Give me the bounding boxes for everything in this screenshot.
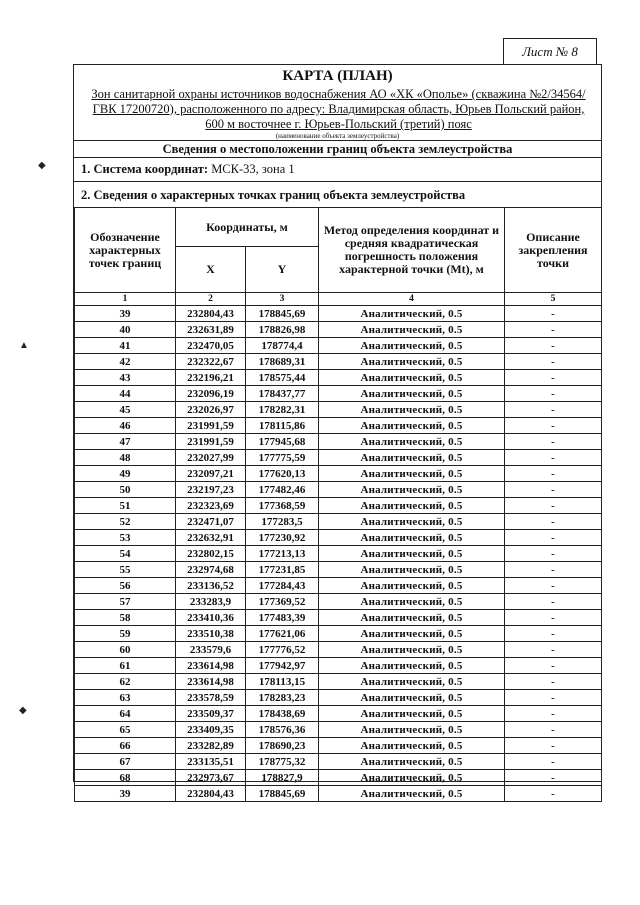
- description-cell: -: [505, 626, 602, 642]
- column-number: 2: [176, 293, 246, 306]
- coord-x-cell: 231991,59: [176, 434, 246, 450]
- document-frame: [73, 64, 602, 800]
- coord-x-cell: 232027,99: [176, 450, 246, 466]
- method-cell: Аналитический, 0.5: [319, 738, 505, 754]
- coordinate-system-label: 1. Система координат:: [81, 162, 209, 176]
- punch-hole-mark: ▲: [19, 340, 29, 351]
- coord-y-cell: 177776,52: [246, 642, 319, 658]
- table-row: [75, 738, 602, 754]
- table-row: [75, 386, 602, 402]
- method-cell: Аналитический, 0.5: [319, 786, 505, 802]
- table-row: [75, 674, 602, 690]
- coord-x-cell: 232471,07: [176, 514, 246, 530]
- table-row: [75, 482, 602, 498]
- table-body: [75, 306, 602, 802]
- coord-x-cell: 232802,15: [176, 546, 246, 562]
- description-cell: -: [505, 402, 602, 418]
- description-cell: -: [505, 482, 602, 498]
- point-number-cell: 60: [75, 642, 176, 658]
- header-y: Y: [246, 247, 319, 293]
- header-designation: Обозначение характерных точек границ: [75, 208, 176, 293]
- method-cell: Аналитический, 0.5: [319, 722, 505, 738]
- table-row: [75, 626, 602, 642]
- coord-y-cell: 178438,69: [246, 706, 319, 722]
- coord-y-cell: 177945,68: [246, 434, 319, 450]
- table-row: [75, 722, 602, 738]
- header-description: Описание закрепления точки: [505, 208, 602, 293]
- description-cell: -: [505, 450, 602, 466]
- method-cell: Аналитический, 0.5: [319, 306, 505, 322]
- description-cell: -: [505, 738, 602, 754]
- method-cell: Аналитический, 0.5: [319, 482, 505, 498]
- coordinate-system: [81, 162, 295, 177]
- description-cell: -: [505, 418, 602, 434]
- table-row: [75, 706, 602, 722]
- table-row: [75, 370, 602, 386]
- coord-x-cell: 232631,89: [176, 322, 246, 338]
- coord-y-cell: 178575,44: [246, 370, 319, 386]
- coord-x-cell: 232197,23: [176, 482, 246, 498]
- coord-x-cell: 232322,67: [176, 354, 246, 370]
- coord-x-cell: 232973,67: [176, 770, 246, 786]
- method-cell: Аналитический, 0.5: [319, 706, 505, 722]
- coord-y-cell: 177283,5: [246, 514, 319, 530]
- point-number-cell: 63: [75, 690, 176, 706]
- point-number-cell: 39: [75, 306, 176, 322]
- table-row: [75, 418, 602, 434]
- description-cell: -: [505, 386, 602, 402]
- point-number-cell: 46: [75, 418, 176, 434]
- method-cell: Аналитический, 0.5: [319, 626, 505, 642]
- coord-y-cell: 177230,92: [246, 530, 319, 546]
- method-cell: Аналитический, 0.5: [319, 562, 505, 578]
- header-method: Метод определения координат и средняя квадратическая погрешность положения характерной точки (Mt), м: [319, 208, 505, 293]
- method-cell: Аналитический, 0.5: [319, 546, 505, 562]
- point-number-cell: 41: [75, 338, 176, 354]
- boundary-points-table: [74, 207, 602, 802]
- point-number-cell: 66: [75, 738, 176, 754]
- divider: [74, 181, 601, 182]
- column-number: 5: [505, 293, 602, 306]
- coord-y-cell: 178437,77: [246, 386, 319, 402]
- description-cell: -: [505, 322, 602, 338]
- coord-y-cell: 177483,39: [246, 610, 319, 626]
- description-cell: -: [505, 674, 602, 690]
- method-cell: Аналитический, 0.5: [319, 370, 505, 386]
- method-cell: Аналитический, 0.5: [319, 514, 505, 530]
- coord-x-cell: 233410,36: [176, 610, 246, 626]
- coord-x-cell: 233136,52: [176, 578, 246, 594]
- coord-y-cell: 177942,97: [246, 658, 319, 674]
- method-cell: Аналитический, 0.5: [319, 466, 505, 482]
- document-title: КАРТА (ПЛАН): [282, 68, 393, 84]
- method-cell: Аналитический, 0.5: [319, 594, 505, 610]
- coord-y-cell: 178690,23: [246, 738, 319, 754]
- divider: [74, 140, 601, 141]
- coord-y-cell: 178845,69: [246, 306, 319, 322]
- coord-x-cell: 232804,43: [176, 306, 246, 322]
- point-number-cell: 64: [75, 706, 176, 722]
- table-row: [75, 770, 602, 786]
- method-cell: Аналитический, 0.5: [319, 402, 505, 418]
- description-cell: -: [505, 578, 602, 594]
- coord-x-cell: 233614,98: [176, 658, 246, 674]
- description-cell: -: [505, 658, 602, 674]
- description-cell: -: [505, 498, 602, 514]
- point-number-cell: 55: [75, 562, 176, 578]
- description-cell: -: [505, 770, 602, 786]
- coord-y-cell: 178774,4: [246, 338, 319, 354]
- description-cell: -: [505, 754, 602, 770]
- description-cell: -: [505, 354, 602, 370]
- point-number-cell: 65: [75, 722, 176, 738]
- coord-y-cell: 177621,06: [246, 626, 319, 642]
- header-x: X: [176, 247, 246, 293]
- object-name-caption: (наименование объекта землеустройства): [275, 132, 400, 140]
- table-row: [75, 594, 602, 610]
- method-cell: Аналитический, 0.5: [319, 386, 505, 402]
- description-cell: -: [505, 530, 602, 546]
- coord-y-cell: 177213,13: [246, 546, 319, 562]
- point-number-cell: 44: [75, 386, 176, 402]
- coord-y-cell: 177284,43: [246, 578, 319, 594]
- table-row: [75, 658, 602, 674]
- coord-x-cell: 232096,19: [176, 386, 246, 402]
- table-row: [75, 434, 602, 450]
- sheet-number: Лист № 8: [503, 38, 597, 65]
- point-number-cell: 58: [75, 610, 176, 626]
- point-number-cell: 45: [75, 402, 176, 418]
- method-cell: Аналитический, 0.5: [319, 338, 505, 354]
- description-cell: -: [505, 306, 602, 322]
- coord-y-cell: 177231,85: [246, 562, 319, 578]
- table-row: [75, 450, 602, 466]
- table-row: [75, 610, 602, 626]
- coord-x-cell: 232632,91: [176, 530, 246, 546]
- method-cell: Аналитический, 0.5: [319, 690, 505, 706]
- method-cell: Аналитический, 0.5: [319, 658, 505, 674]
- coord-y-cell: 178689,31: [246, 354, 319, 370]
- points-section-title: 2. Сведения о характерных точках границ объекта землеустройства: [81, 188, 466, 202]
- description-cell: -: [505, 434, 602, 450]
- point-number-cell: 67: [75, 754, 176, 770]
- point-number-cell: 40: [75, 322, 176, 338]
- coord-x-cell: 231991,59: [176, 418, 246, 434]
- point-number-cell: 48: [75, 450, 176, 466]
- point-number-cell: 47: [75, 434, 176, 450]
- table-row: [75, 514, 602, 530]
- point-number-cell: 61: [75, 658, 176, 674]
- method-cell: Аналитический, 0.5: [319, 674, 505, 690]
- point-number-cell: 62: [75, 674, 176, 690]
- coord-y-cell: 178283,23: [246, 690, 319, 706]
- point-number-cell: 59: [75, 626, 176, 642]
- point-number-cell: 51: [75, 498, 176, 514]
- coord-y-cell: 178115,86: [246, 418, 319, 434]
- column-number: 1: [75, 293, 176, 306]
- punch-hole-mark: ◆: [38, 160, 46, 171]
- method-cell: Аналитический, 0.5: [319, 354, 505, 370]
- table-row: [75, 498, 602, 514]
- method-cell: Аналитический, 0.5: [319, 434, 505, 450]
- description-cell: -: [505, 514, 602, 530]
- header-coordinates: Координаты, м: [176, 208, 319, 247]
- object-name: Зон санитарной охраны источников водоснабжения АО «ХК «Ополье» (скважина №2/34564/ГВК 17200720), расположенного по адресу: Владимирская область, Юрьев Польский район, 600 м восточнее г. Юрьев-Польский (третий) пояс: [91, 87, 586, 131]
- description-cell: -: [505, 786, 602, 802]
- point-number-cell: 52: [75, 514, 176, 530]
- coord-x-cell: 233282,89: [176, 738, 246, 754]
- coord-x-cell: 233283,9: [176, 594, 246, 610]
- point-number-cell: 42: [75, 354, 176, 370]
- method-cell: Аналитический, 0.5: [319, 322, 505, 338]
- coord-x-cell: 232026,97: [176, 402, 246, 418]
- table-row: [75, 306, 602, 322]
- coord-x-cell: 233409,35: [176, 722, 246, 738]
- coord-x-cell: 232323,69: [176, 498, 246, 514]
- coord-y-cell: 177775,59: [246, 450, 319, 466]
- coord-x-cell: 233135,51: [176, 754, 246, 770]
- method-cell: Аналитический, 0.5: [319, 578, 505, 594]
- description-cell: -: [505, 466, 602, 482]
- coord-y-cell: 177368,59: [246, 498, 319, 514]
- coord-y-cell: 178282,31: [246, 402, 319, 418]
- coord-y-cell: 178113,15: [246, 674, 319, 690]
- coord-x-cell: 232097,21: [176, 466, 246, 482]
- description-cell: -: [505, 706, 602, 722]
- description-cell: -: [505, 610, 602, 626]
- divider: [74, 157, 601, 158]
- coord-y-cell: 177369,52: [246, 594, 319, 610]
- coord-x-cell: 232804,43: [176, 786, 246, 802]
- table-row: [75, 530, 602, 546]
- table-row: [75, 466, 602, 482]
- table-row: [75, 786, 602, 802]
- table-row: [75, 322, 602, 338]
- point-number-cell: 54: [75, 546, 176, 562]
- table-row: [75, 546, 602, 562]
- point-number-cell: 53: [75, 530, 176, 546]
- point-number-cell: 56: [75, 578, 176, 594]
- point-number-cell: 57: [75, 594, 176, 610]
- description-cell: -: [505, 370, 602, 386]
- coord-y-cell: 178576,36: [246, 722, 319, 738]
- coord-x-cell: 233510,38: [176, 626, 246, 642]
- column-number: 4: [319, 293, 505, 306]
- point-number-cell: 49: [75, 466, 176, 482]
- table-row: [75, 642, 602, 658]
- point-number-cell: 50: [75, 482, 176, 498]
- description-cell: -: [505, 338, 602, 354]
- coord-y-cell: 178845,69: [246, 786, 319, 802]
- point-number-cell: 68: [75, 770, 176, 786]
- table-row: [75, 338, 602, 354]
- table-row: [75, 402, 602, 418]
- method-cell: Аналитический, 0.5: [319, 754, 505, 770]
- description-cell: -: [505, 562, 602, 578]
- method-cell: Аналитический, 0.5: [319, 498, 505, 514]
- coord-x-cell: 233509,37: [176, 706, 246, 722]
- table-row: [75, 562, 602, 578]
- punch-hole-mark: ◆: [19, 705, 27, 716]
- table-row: [75, 354, 602, 370]
- method-cell: Аналитический, 0.5: [319, 642, 505, 658]
- coord-y-cell: 177620,13: [246, 466, 319, 482]
- coord-x-cell: 232470,05: [176, 338, 246, 354]
- coord-y-cell: 178826,98: [246, 322, 319, 338]
- point-number-cell: 43: [75, 370, 176, 386]
- table-row: [75, 754, 602, 770]
- column-number: 3: [246, 293, 319, 306]
- table-row: [75, 690, 602, 706]
- description-cell: -: [505, 594, 602, 610]
- coord-y-cell: 178775,32: [246, 754, 319, 770]
- table-row: [75, 578, 602, 594]
- method-cell: Аналитический, 0.5: [319, 418, 505, 434]
- section-title: Сведения о местоположении границ объекта землеустройства: [162, 142, 513, 156]
- description-cell: -: [505, 722, 602, 738]
- coord-y-cell: 178827,9: [246, 770, 319, 786]
- method-cell: Аналитический, 0.5: [319, 530, 505, 546]
- coord-x-cell: 232196,21: [176, 370, 246, 386]
- description-cell: -: [505, 690, 602, 706]
- method-cell: Аналитический, 0.5: [319, 450, 505, 466]
- coord-x-cell: 232974,68: [176, 562, 246, 578]
- description-cell: -: [505, 546, 602, 562]
- coord-x-cell: 233578,59: [176, 690, 246, 706]
- coord-y-cell: 177482,46: [246, 482, 319, 498]
- method-cell: Аналитический, 0.5: [319, 610, 505, 626]
- coordinate-system-value: МСК-33, зона 1: [211, 162, 295, 176]
- coord-x-cell: 233614,98: [176, 674, 246, 690]
- point-number-cell: 39: [75, 786, 176, 802]
- coord-x-cell: 233579,6: [176, 642, 246, 658]
- method-cell: Аналитический, 0.5: [319, 770, 505, 786]
- description-cell: -: [505, 642, 602, 658]
